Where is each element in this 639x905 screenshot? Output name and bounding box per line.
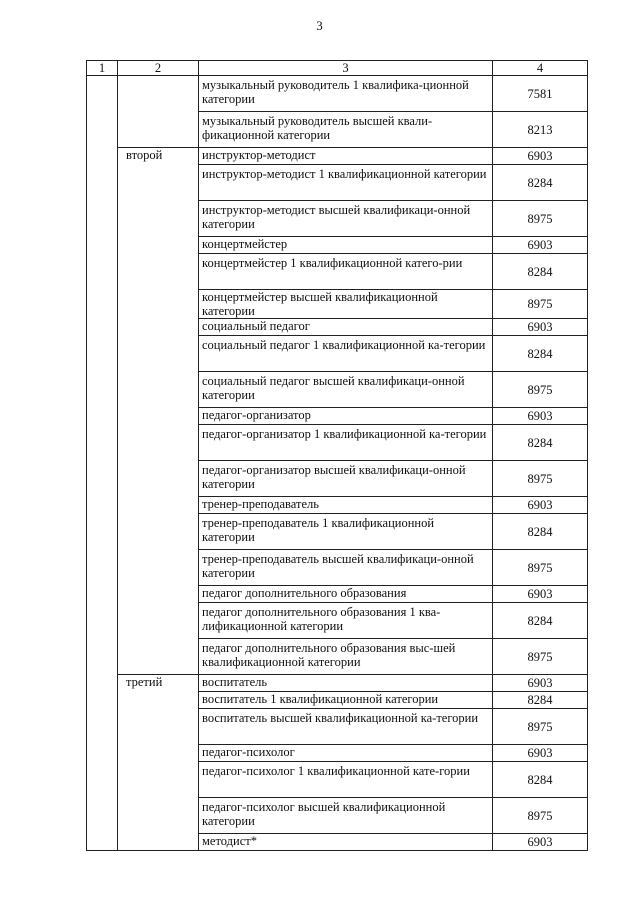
position-cell: социальный педагог 1 квалификационной ка-тегории <box>199 336 493 372</box>
position-cell: инструктор-методист высшей квалификаци-онной категории <box>199 201 493 237</box>
column-header-3: 3 <box>199 61 493 76</box>
value-cell: 6903 <box>493 745 588 762</box>
column-header-1: 1 <box>87 61 118 76</box>
table-row <box>87 76 588 112</box>
value-cell: 8284 <box>493 603 588 639</box>
position-cell: педагог дополнительного образования выс-шей квалификационной категории <box>199 639 493 675</box>
level-cell: третий <box>118 675 199 851</box>
position-cell: тренер-преподаватель 1 квалификационной категории <box>199 514 493 550</box>
value-cell: 8284 <box>493 425 588 461</box>
value-cell: 8975 <box>493 290 588 319</box>
position-cell: музыкальный руководитель высшей квали-фикационной категории <box>199 112 493 148</box>
position-cell: педагог-организатор 1 квалификационной ка-тегории <box>199 425 493 461</box>
value-cell: 8284 <box>493 254 588 290</box>
position-cell: педагог-организатор высшей квалификаци-онной категории <box>199 461 493 497</box>
value-cell: 8284 <box>493 336 588 372</box>
position-cell: воспитатель высшей квалификационной ка-тегории <box>199 709 493 745</box>
position-cell: педагог дополнительного образования 1 ква-лификационной категории <box>199 603 493 639</box>
position-cell: педагог-организатор <box>199 408 493 425</box>
value-cell: 6903 <box>493 408 588 425</box>
value-cell: 8284 <box>493 692 588 709</box>
position-cell: педагог-психолог <box>199 745 493 762</box>
level-cell <box>118 76 199 148</box>
position-cell: инструктор-методист 1 квалификационной категории <box>199 165 493 201</box>
value-cell: 8284 <box>493 514 588 550</box>
position-cell: концертмейстер 1 квалификационной катего-рии <box>199 254 493 290</box>
position-cell: тренер-преподаватель высшей квалификаци-онной категории <box>199 550 493 586</box>
value-cell: 8975 <box>493 798 588 834</box>
table-body <box>87 61 588 851</box>
position-cell: музыкальный руководитель 1 квалифика-ционной категории <box>199 76 493 112</box>
value-cell: 8975 <box>493 639 588 675</box>
value-cell: 6903 <box>493 834 588 851</box>
value-cell: 8213 <box>493 112 588 148</box>
position-cell: социальный педагог <box>199 319 493 336</box>
value-cell: 6903 <box>493 237 588 254</box>
value-cell: 8284 <box>493 165 588 201</box>
value-cell: 8975 <box>493 372 588 408</box>
position-cell: педагог дополнительного образования <box>199 586 493 603</box>
position-cell: методист* <box>199 834 493 851</box>
value-cell: 8975 <box>493 709 588 745</box>
column-header-2: 2 <box>118 61 199 76</box>
value-cell: 8975 <box>493 550 588 586</box>
position-cell: тренер-преподаватель <box>199 497 493 514</box>
position-cell: педагог-психолог 1 квалификационной кате-гории <box>199 762 493 798</box>
position-cell: концертмейстер <box>199 237 493 254</box>
value-cell: 8975 <box>493 201 588 237</box>
value-cell: 8284 <box>493 762 588 798</box>
table-row <box>87 148 588 165</box>
position-cell: социальный педагог высшей квалификаци-онной категории <box>199 372 493 408</box>
column-1-cell <box>87 76 118 851</box>
position-cell: воспитатель <box>199 675 493 692</box>
position-cell: педагог-психолог высшей квалификационной категории <box>199 798 493 834</box>
salary-table <box>86 60 588 851</box>
salary-table-container <box>86 60 588 851</box>
page-number: 3 <box>316 18 323 33</box>
table-row <box>87 675 588 692</box>
value-cell: 6903 <box>493 148 588 165</box>
value-cell: 7581 <box>493 76 588 112</box>
value-cell: 8975 <box>493 461 588 497</box>
position-cell: инструктор-методист <box>199 148 493 165</box>
position-cell: воспитатель 1 квалификационной категории <box>199 692 493 709</box>
level-cell: второй <box>118 148 199 675</box>
value-cell: 6903 <box>493 675 588 692</box>
position-cell: концертмейстер высшей квалификационной категории <box>199 290 493 319</box>
table-header-row <box>87 61 588 76</box>
value-cell: 6903 <box>493 586 588 603</box>
value-cell: 6903 <box>493 497 588 514</box>
column-header-4: 4 <box>493 61 588 76</box>
value-cell: 6903 <box>493 319 588 336</box>
